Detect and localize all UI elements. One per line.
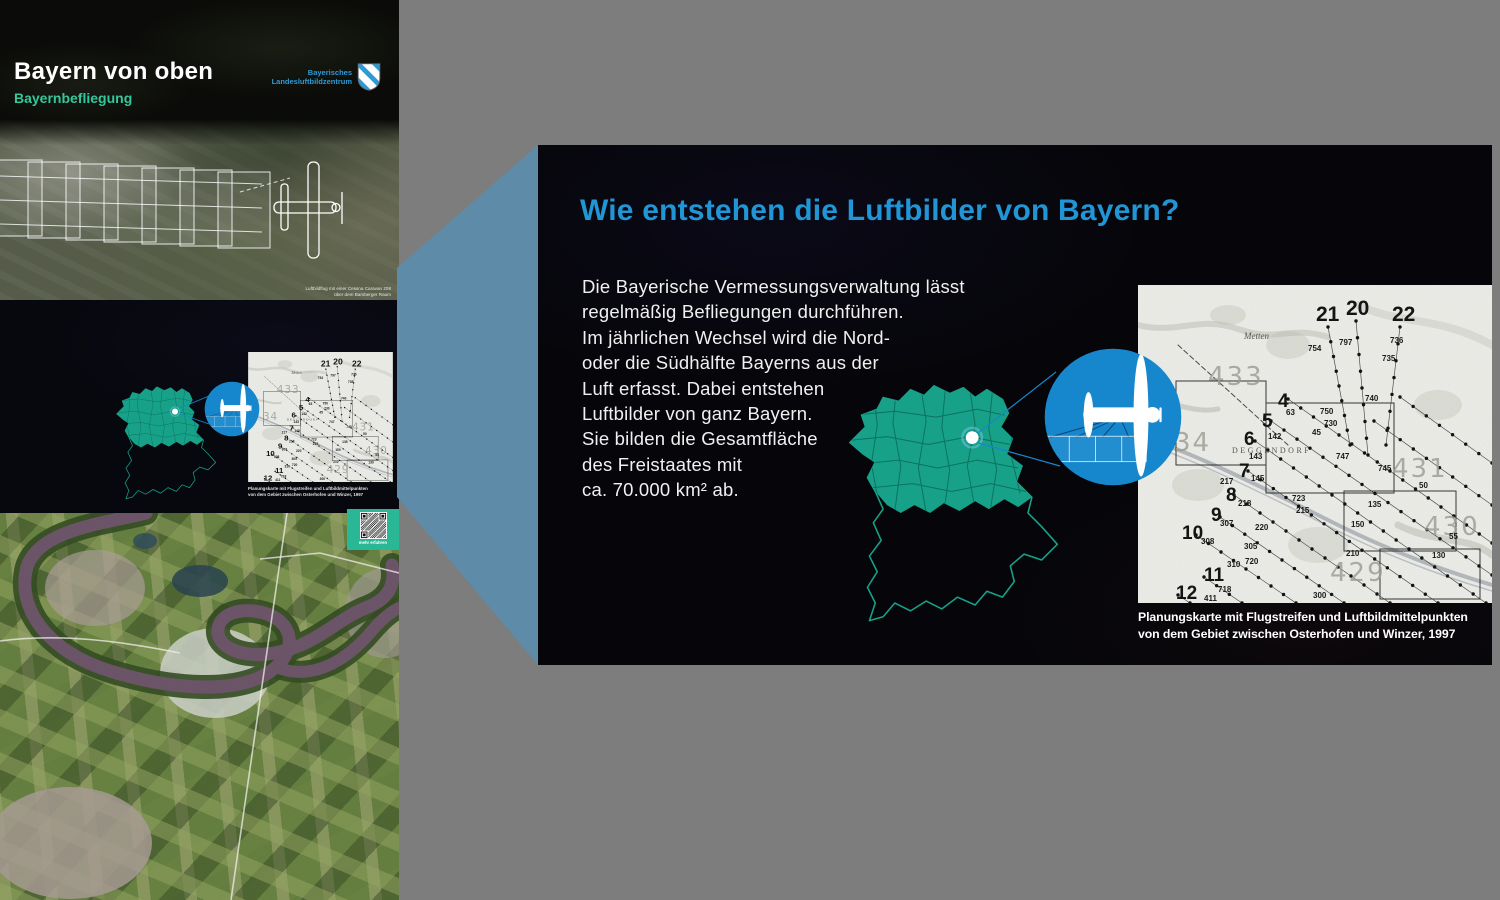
logo-text	[272, 68, 352, 86]
plane-circle-small	[204, 382, 259, 437]
river-photo-overlay	[0, 513, 399, 900]
flight-strip-overlay	[0, 120, 399, 300]
planning-map-small	[248, 352, 393, 483]
poster	[0, 0, 399, 900]
aerial-photo-flight-strip	[0, 120, 399, 300]
poster-header	[0, 0, 399, 120]
qr-label: mehr erfahren	[358, 540, 388, 545]
poster-info-section	[0, 300, 399, 513]
poster-map-caption: Planungskarte mit Flugstreifen und Luftbildmittelpunkten von dem Gebiet zwischen Osterhofen und Winzer, 1997	[248, 486, 368, 497]
poster-section-graphics	[0, 300, 399, 513]
planning-map-large	[1138, 285, 1492, 605]
panel-body: Die Bayerische Vermessungsverwaltung lässt regelmäßig Befliegungen durchführen. Im jährlichen Wechsel wird die Nord- oder die Südhälfte Bayerns aus der Luft erfasst. Dabei entstehen Luftbilder von ganz Bayern. Sie bilden die Gesamtfläche des Freistaates mit ca. 70.000 km² ab.	[582, 276, 965, 501]
plane-circle-large	[1043, 349, 1181, 486]
detail-panel	[538, 145, 1492, 665]
qr-code	[360, 512, 387, 539]
qr-block	[347, 509, 399, 550]
poster-title: Bayern von oben	[14, 58, 214, 85]
plane-outline-icon	[274, 162, 342, 258]
logo-line1: Bayerisches	[307, 68, 352, 77]
logo-line2: Landesluftbildzentrum	[271, 77, 352, 86]
bavaria-map-small	[116, 386, 216, 499]
aerial-photo-river	[0, 513, 399, 900]
panel-map-caption: Planungskarte mit Flugstreifen und Luftbildmittelpunkten von dem Gebiet zwischen Osterhofen und Winzer, 1997	[1138, 610, 1468, 641]
zoom-beam	[397, 145, 538, 665]
bavaria-crest-icon	[357, 62, 381, 92]
poster-subtitle: Bayernbefliegung	[14, 90, 133, 106]
panel-title: Wie entstehen die Luftbilder von Bayern?	[580, 194, 1180, 227]
photo1-caption: Luftbildflug mit einer Cessna Caravan 208 über dem Bamberger Raum	[305, 286, 391, 297]
